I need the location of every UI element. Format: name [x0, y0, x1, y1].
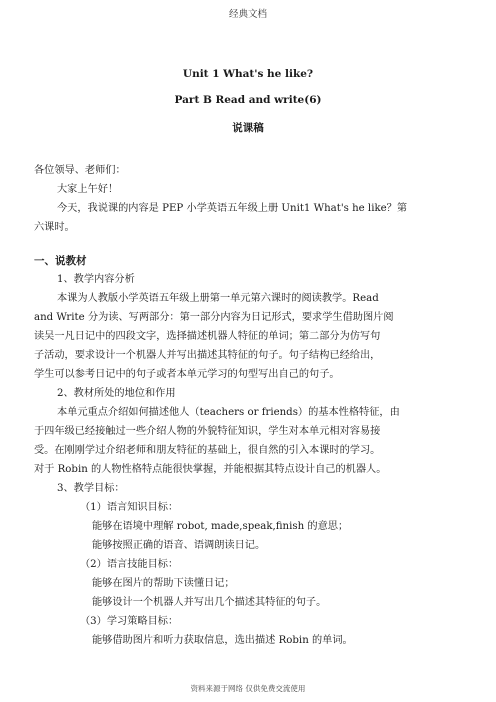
intro-paragraph-line: 六课时。	[34, 222, 75, 233]
paragraph-line: 本课为人教版小学英语五年级上册第一单元第六课时的阅读教学。Read	[57, 293, 379, 304]
greeting-line: 大家上午好！	[57, 184, 119, 195]
paragraph-line: 对于 Robin 的人物性格特点能很快掌握，并能根据其特点设计自己的机器人。	[34, 464, 387, 475]
greeting-line: 各位领导、老师们：	[34, 165, 126, 176]
page-header: 经典文档	[228, 9, 267, 20]
paragraph-line: 本单元重点介绍如何描述他人（teachers or friends）的基本性格特征，由	[57, 407, 400, 418]
goal-item: 能够设计一个机器人并写出几个描述其特征的句子。	[92, 597, 327, 608]
document-subtitle: Part B Read and write(6)	[174, 94, 322, 106]
goal-heading: （3）学习策略目标：	[80, 616, 179, 627]
goal-item: 能够在图片的帮助下读懂日记；	[92, 578, 235, 589]
goal-item: 能够在语境中理解 robot, made,speak,finish 的意思；	[92, 521, 349, 532]
section-heading: 一、说教材	[34, 255, 87, 267]
goal-item: 能够按照正确的语音、语调朗读日记。	[92, 540, 266, 551]
subsection-heading: 1、教学内容分析	[57, 274, 135, 285]
subsection-heading: 3、教学目标：	[57, 483, 125, 494]
goal-item: 能够借助图片和听力获取信息，选出描述 Robin 的单词。	[92, 635, 353, 646]
page-footer: 资料来源于网络 仅供免费交流使用	[190, 684, 306, 693]
paragraph-line: 受。在刚刚学过介绍老师和朋友特征的基础上，很自然的引入本课时的学习。	[34, 445, 381, 456]
paragraph-line: 读吴一凡日记中的四段文字，选择描述机器人特征的单词；第二部分为仿写句	[34, 331, 381, 342]
goal-heading: （2）语言技能目标：	[80, 559, 179, 570]
goal-heading: （1）语言知识目标：	[80, 502, 179, 513]
document-title: Unit 1 What's he like?	[182, 68, 314, 80]
document-heading: 说课稿	[232, 122, 264, 134]
paragraph-line: 于四年级已经接触过一些介绍人物的外貌特征知识，学生对本单元相对容易接	[34, 426, 381, 437]
paragraph-line: 子活动，要求设计一个机器人并写出描述其特征的句子。句子结构已经给出，	[34, 350, 381, 361]
subsection-heading: 2、教材所处的地位和作用	[57, 388, 176, 399]
intro-paragraph-line: 今天，我说课的内容是 PEP 小学英语五年级上册 Unit1 What's he like？第	[57, 203, 408, 214]
paragraph-line: and Write 分为读、写两部分：第一部分内容为日记形式，要求学生借助图片阅	[34, 312, 394, 323]
paragraph-line: 学生可以参考日记中的句子或者本单元学习的句型写出自己的句子。	[34, 369, 340, 380]
